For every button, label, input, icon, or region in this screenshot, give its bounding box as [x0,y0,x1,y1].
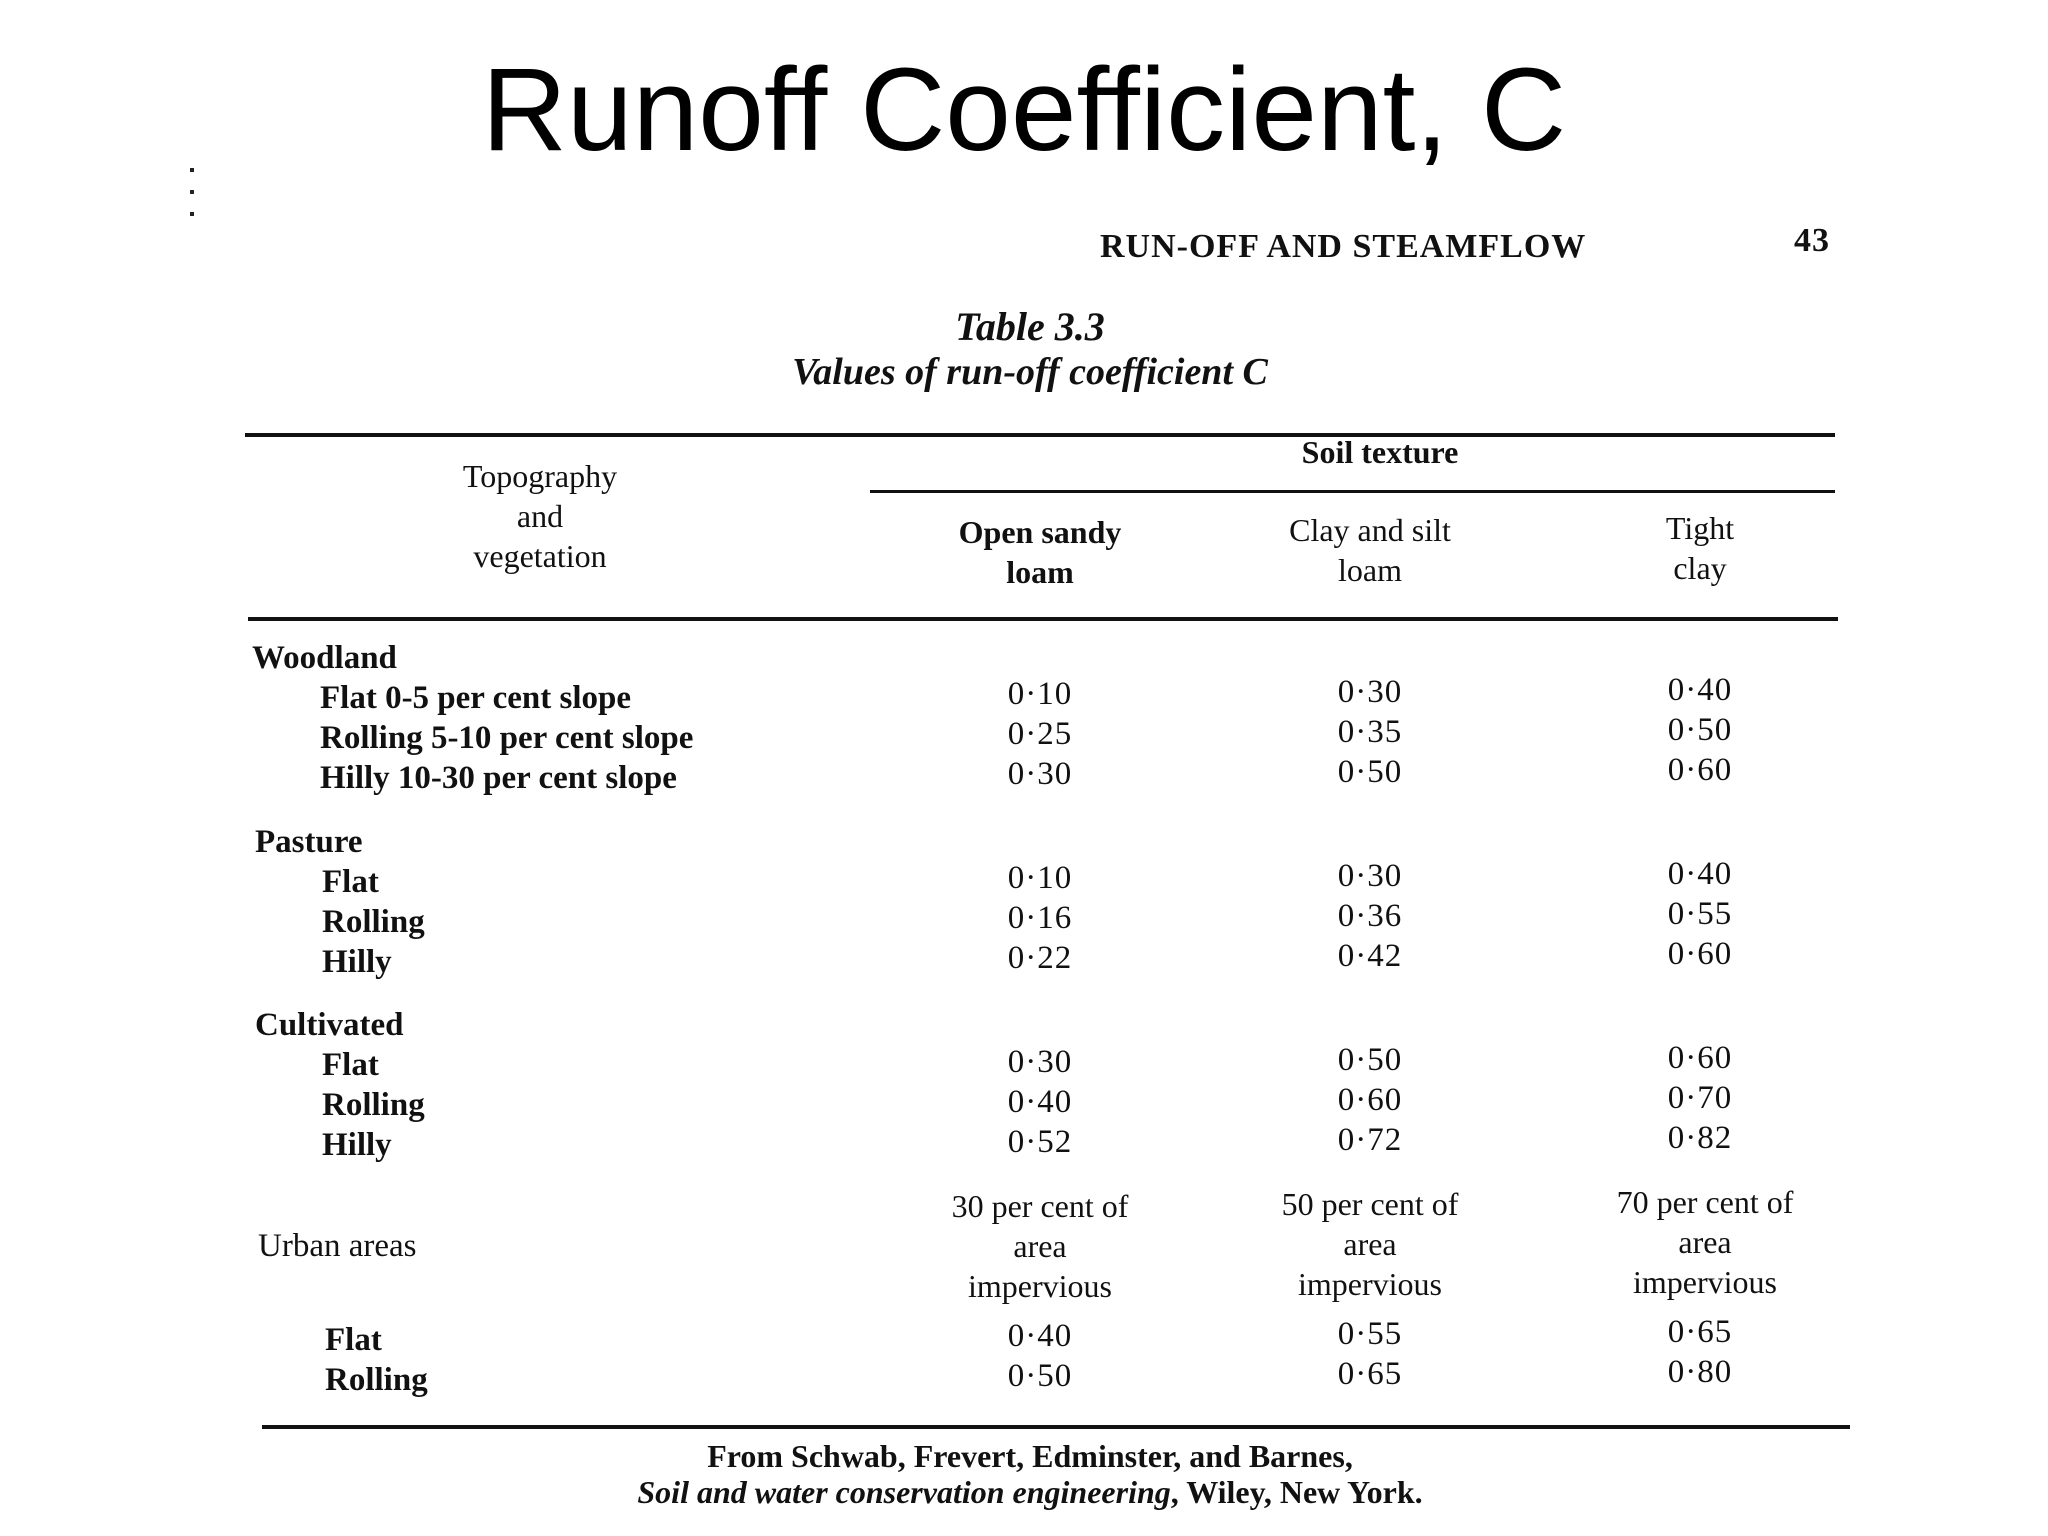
value-cell: 0·50 [1007,1358,1073,1394]
value-cell: 0·50 [1337,754,1403,790]
urban-note-line: impervious [968,1268,1112,1304]
row-label: Flat [322,1047,379,1083]
value-cell: 0·60 [1667,1040,1733,1076]
value-cell: 0·30 [1007,756,1073,792]
value-cell: 0·22 [1007,940,1073,976]
table-caption: Values of run-off coefficient C [792,351,1268,393]
row-label-line: and [516,498,564,534]
value-cell: 0·42 [1337,938,1403,974]
group-woodland: Woodland [252,640,397,676]
urban-note-line: 30 per cent of [951,1188,1129,1224]
source-line-1: From Schwab, Frevert, Edminster, and Barnes, [707,1438,1353,1474]
column-header-line: Tight [1665,510,1735,546]
running-header-text: RUN-OFF AND STEAMFLOW [1100,228,1587,265]
value-cell: 0·55 [1337,1316,1403,1352]
value-cell: 0·52 [1007,1124,1073,1160]
slide-title: Runoff Coefficient, C [481,44,1567,176]
value-cell: 0·65 [1667,1314,1733,1350]
value-cell: 0·10 [1007,860,1073,896]
value-cell: 0·55 [1667,896,1733,932]
urban-note-line: area [1013,1228,1067,1264]
value-cell: 0·40 [1667,672,1733,708]
row-label-line: vegetation [473,538,607,574]
value-cell: 0·40 [1007,1084,1073,1120]
row-label-header [380,456,700,576]
urban-note-line: impervious [1633,1264,1777,1300]
soil-texture-header: Soil texture [1301,434,1459,470]
value-cell: 0·25 [1007,716,1073,752]
value-cell: 0·60 [1667,936,1733,972]
column-header-line: clay [1673,550,1727,586]
value-cell: 0·72 [1337,1122,1403,1158]
value-cell: 0·30 [1337,858,1403,894]
column-header-clay-silt-loam [1210,510,1530,590]
value-cell: 0·35 [1337,714,1403,750]
source-publisher: , Wiley, New York. [1170,1474,1423,1510]
column-header-line: Clay and silt [1289,512,1451,548]
value-cell: 0·80 [1667,1354,1733,1390]
value-cell: 0·50 [1337,1042,1403,1078]
row-label: Flat 0-5 per cent slope [320,680,632,716]
top-rule [245,433,1835,437]
row-label: Rolling [325,1362,428,1398]
row-label: Hilly [322,944,392,980]
value-cell: 0·36 [1337,898,1403,934]
row-label: Hilly [322,1127,392,1163]
row-label: Rolling [322,1087,425,1123]
value-cell: 0·70 [1667,1080,1733,1116]
row-label: Rolling [322,904,425,940]
value-cell: 0·40 [1007,1318,1073,1354]
column-header-line: loam [1006,554,1074,590]
row-label-line: Topography [462,458,618,494]
value-cell: 0·30 [1337,674,1403,710]
scan-dots [190,168,198,234]
running-header [1100,222,1830,266]
soil-texture-rule [870,490,1835,493]
urban-note-line: area [1343,1226,1397,1262]
row-label: Hilly 10-30 per cent slope [320,760,677,796]
bottom-rule [262,1425,1850,1429]
value-cell: 0·16 [1007,900,1073,936]
urban-column-note [1545,1182,1865,1302]
urban-note-line: 70 per cent of [1616,1184,1794,1220]
value-cell: 0·40 [1667,856,1733,892]
value-cell: 0·30 [1007,1044,1073,1080]
column-header-line: loam [1338,552,1402,588]
urban-column-note [880,1186,1200,1306]
group-urban-areas: Urban areas [258,1228,417,1264]
value-cell: 0·50 [1667,712,1733,748]
urban-column-note [1210,1184,1530,1304]
row-label: Flat [322,864,379,900]
source-book-title: Soil and water conservation engineering [637,1474,1171,1510]
value-cell: 0·65 [1337,1356,1403,1392]
urban-note-line: impervious [1298,1266,1442,1302]
column-header-open-sandy-loam [880,512,1200,592]
page-number: 43 [1794,222,1830,259]
value-cell: 0·60 [1667,752,1733,788]
group-cultivated: Cultivated [255,1007,404,1043]
value-cell: 0·82 [1667,1120,1733,1156]
column-header-line: Open sandy [958,514,1122,550]
column-header-tight-clay [1540,508,1860,588]
value-cell: 0·60 [1337,1082,1403,1118]
header-bottom-rule [248,617,1838,621]
row-label: Flat [325,1322,382,1358]
row-label: Rolling 5-10 per cent slope [320,720,694,756]
table-number: Table 3.3 [955,304,1105,349]
group-pasture: Pasture [255,824,363,860]
urban-note-line: 50 per cent of [1281,1186,1459,1222]
value-cell: 0·10 [1007,676,1073,712]
urban-note-line: area [1678,1224,1732,1260]
source-line-2 [240,1474,1820,1511]
